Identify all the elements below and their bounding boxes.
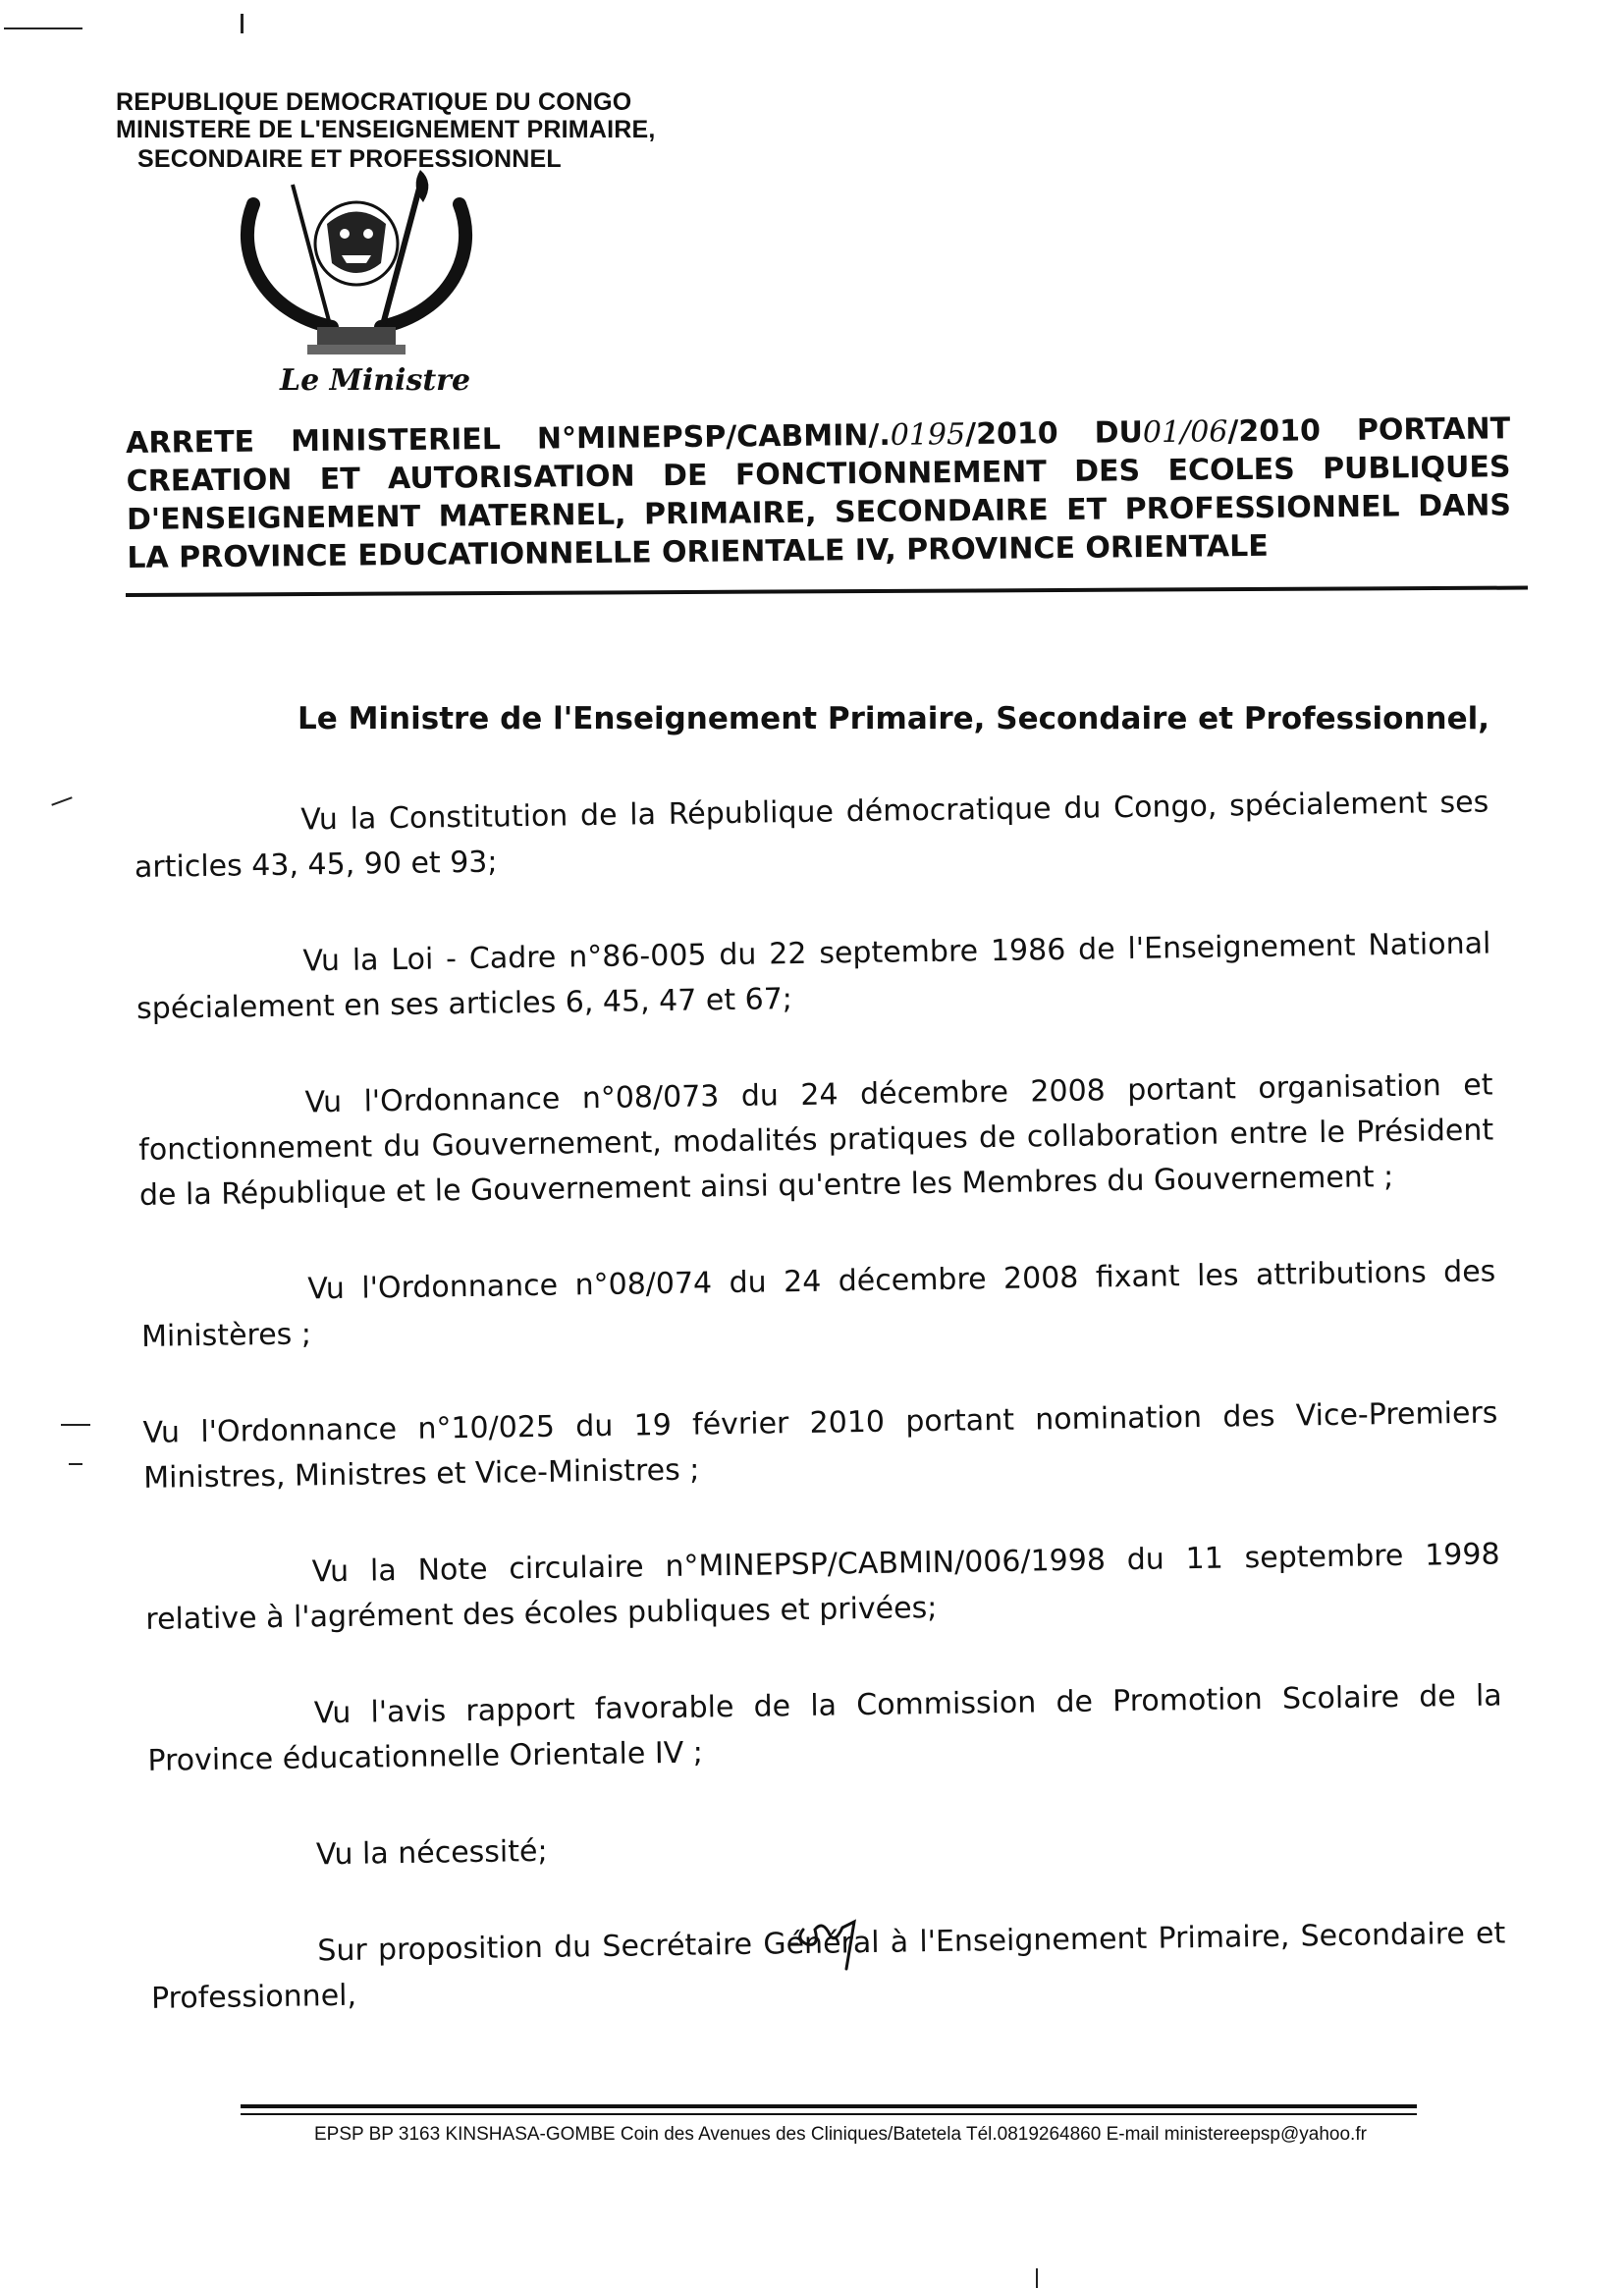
scan-mark-top-left <box>4 27 82 29</box>
preamble-paragraph: Vu la Constitution de la République démocratique du Congo, spécialement ses articles 43, 45, 90 et 93; <box>134 785 1489 885</box>
title-part1: ARRETE MINISTERIEL N°MINEPSP/CABMIN/. <box>126 417 891 461</box>
footer-address: EPSP BP 3163 KINSHASA-GOMBE Coin des Avenues des Cliniques/Batetela Tél.0819264860 E-mail ministereepsp@yahoo.fr <box>314 2124 1367 2145</box>
coat-of-arms-emblem <box>224 165 489 361</box>
header-ministry-line1: MINISTERE DE L'ENSEIGNEMENT PRIMAIRE, <box>116 116 656 143</box>
preamble-paragraph: Vu l'Ordonnance n°10/025 du 19 février 2010 portant nomination des Vice-Premiers Ministres, Ministres et Vice-Ministres ; <box>142 1395 1498 1496</box>
preamble-paragraph: Vu la nécessité; <box>315 1833 548 1873</box>
header-ministry-line2: SECONDAIRE ET PROFESSIONNEL <box>137 145 562 173</box>
preamble-paragraph: Sur proposition du Secrétaire Général à l'Enseignement Primaire, Secondaire et Professionnel, <box>150 1916 1506 2016</box>
preamble-paragraph: Vu la Note circulaire n°MINEPSP/CABMIN/006/1998 du 11 septembre 1998 relative à l'agrément des écoles publiques et privées; <box>145 1537 1500 1637</box>
scan-mark-bottom <box>1036 2268 1038 2288</box>
handwritten-initials <box>785 1900 874 1974</box>
ministre-label: Le Ministre <box>280 363 471 398</box>
footer-rule-thin <box>241 2113 1417 2115</box>
title-underline <box>126 586 1528 597</box>
title-part3: /2010 PORTANT CREATION ET AUTORISATION DE FONCTIONNEMENT DES ECOLES PUBLIQUES D'ENSEIGNEMENT MATERNEL, PRIMAIRE, SECONDAIRE ET PROFESSIONNEL DANS LA PROVINCE EDUCATIONNELLE ORIENTALE IV, PROVINCE ORIENTALE <box>126 411 1512 575</box>
addressee-line: Le Ministre de l'Enseignement Primaire, Secondaire et Professionnel, <box>298 701 1490 736</box>
handwritten-date: 01/06 <box>1142 414 1228 451</box>
title-part2: /2010 DU <box>964 415 1144 453</box>
preamble-paragraph: Vu l'avis rapport favorable de la Commission de Promotion Scolaire de la Province éducationnelle Orientale IV ; <box>147 1678 1502 1778</box>
preamble-paragraph: Vu l'Ordonnance n°08/074 du 24 décembre 2008 fixant les attributions des Ministères ; <box>140 1254 1496 1354</box>
scan-mark-top <box>241 14 244 33</box>
handwritten-decree-number: 0195 <box>890 417 966 453</box>
preamble-body <box>134 781 1507 2073</box>
header-country: REPUBLIQUE DEMOCRATIQUE DU CONGO <box>116 88 632 116</box>
decree-title <box>126 409 1512 577</box>
footer-rule <box>241 2104 1417 2108</box>
scan-mark-margin <box>61 1424 90 1426</box>
preamble-paragraph: Vu la Loi - Cadre n°86-005 du 22 septembre 1986 de l'Enseignement National spécialement en ses articles 6, 45, 47 et 67; <box>135 926 1491 1026</box>
preamble-paragraph: Vu l'Ordonnance n°08/073 du 24 décembre 2008 portant organisation et fonctionnement du Gouvernement, modalités pratiques de collaboration entre le Président de la République et le Gouvernement ainsi qu'entre les Membres du Gouvernement ; <box>138 1067 1494 1213</box>
scan-mark-margin <box>51 796 72 805</box>
scan-mark-margin <box>69 1463 82 1465</box>
